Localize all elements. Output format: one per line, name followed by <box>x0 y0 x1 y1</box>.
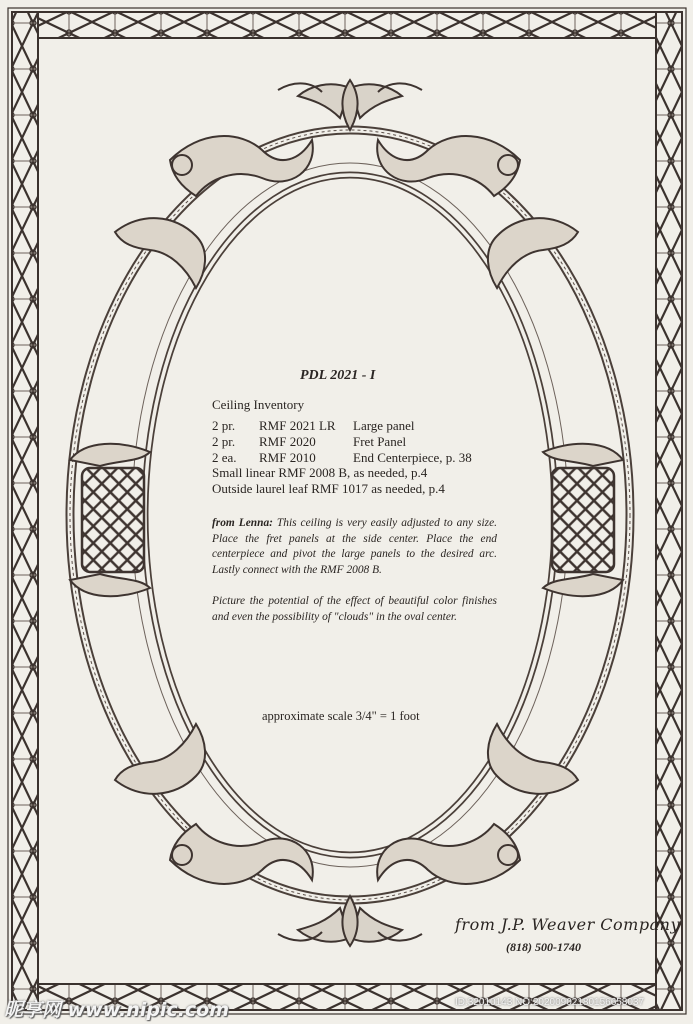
company-signature: from J.P. Weaver Company <box>455 915 680 934</box>
company-phone: (818) 500-1740 <box>506 940 581 954</box>
inventory-part: RMF 2020 <box>259 434 316 449</box>
lenna-note <box>212 516 497 578</box>
inventory-qty: 2 ea. <box>212 450 237 465</box>
lenna-note-body: This ceiling is very easily adjusted to any size. Place the fret panels at the side center. Place the end centerpiece and pivot the large panels to the desired arc. Lastly connect with the RMF 2008 B. <box>212 517 497 576</box>
inventory-desc: End Centerpiece, p. 38 <box>353 450 472 465</box>
lenna-note-lead: from Lenna: <box>212 517 273 529</box>
inventory-row <box>212 418 512 434</box>
inventory-extra-line: Outside laurel leaf RMF 1017 as needed, p.4 <box>212 481 445 496</box>
scale-note: approximate scale 3/4" = 1 foot <box>262 709 420 723</box>
inventory-row <box>212 434 512 450</box>
inventory-part: RMF 2021 LR <box>259 418 336 433</box>
inventory-extra-line: Small linear RMF 2008 B, as needed, p.4 <box>212 465 428 480</box>
image-id-overlay: ID:32010143 NO:20200902180156658037 <box>455 997 645 1008</box>
site-watermark: 昵享网 www.nipic.com <box>4 999 230 1021</box>
inventory-desc: Fret Panel <box>353 434 407 449</box>
inventory-desc: Large panel <box>353 418 415 433</box>
inventory-heading: Ceiling Inventory <box>212 397 305 412</box>
inventory-row <box>212 450 512 466</box>
inventory-qty: 2 pr. <box>212 418 236 433</box>
inventory-part: RMF 2010 <box>259 450 316 465</box>
color-note: Picture the potential of the effect of beautiful color finishes and even the possibility of "clouds" in the oval center. <box>212 595 497 623</box>
document-title: PDL 2021 - I <box>300 368 376 383</box>
inventory-qty: 2 pr. <box>212 434 236 449</box>
